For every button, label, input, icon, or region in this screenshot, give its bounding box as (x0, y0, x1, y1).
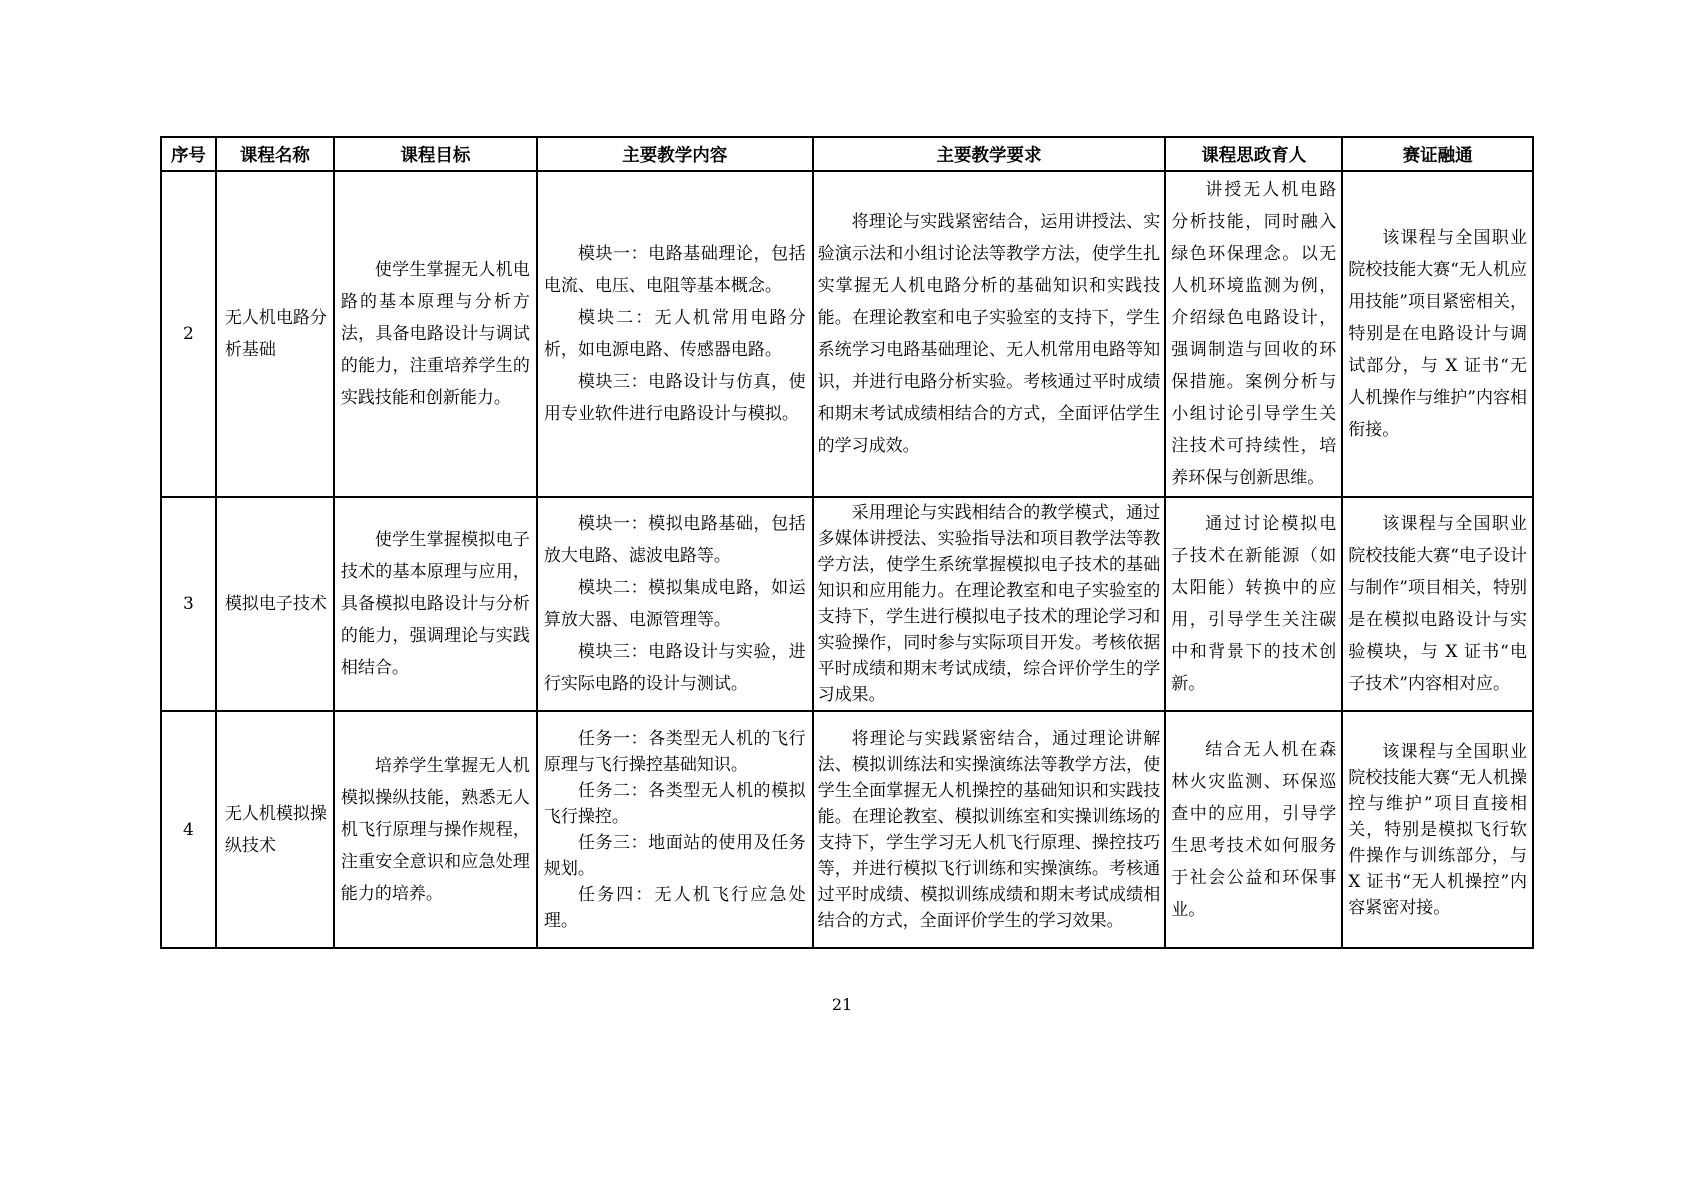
header-objective: 课程目标 (334, 137, 537, 171)
cell-requirements (813, 711, 1166, 948)
cell-course-name: 无人机模拟操纵技术 (216, 711, 334, 948)
ideology-paragraph: 结合无人机在森林火灾监测、环保巡查中的应用，引导学生思考技术如何服务于社会公益和环保事业。 (1171, 739, 1337, 920)
cell-certification (1342, 171, 1533, 497)
header-content: 主要教学内容 (537, 137, 813, 171)
requirements-paragraph: 将理论与实践紧密结合，运用讲授法、实验演示法和小组讨论法等教学方法，使学生扎实掌握无人机电路分析的基础知识和实践技能。在理论教室和电子实验室的支持下，学生系统学习电路基础理论、无人机常用电路等知识，并进行电路分析实验。考核通过平时成绩和期末考试成绩相结合的方式，全面评估学生的学习成效。 (817, 212, 1161, 456)
content-paragraph: 模块二：无人机常用电路分析，如电源电路、传感器电路。 (543, 308, 806, 360)
cell-content (537, 171, 813, 497)
requirements-paragraph: 将理论与实践紧密结合，通过理论讲解法、模拟训练法和实操演练法等教学方法，使学生全面掌握无人机操控的基础知识和实践技能。在理论教室、模拟训练室和实操训练场的支持下，学生学习无人机飞行原理、操控技巧等，并进行模拟飞行训练和实操演练。考核通过平时成绩、模拟训练成绩和期末考试成绩相结合的方式，全面评价学生的学习效果。 (817, 728, 1161, 931)
ideology-paragraph: 讲授无人机电路分析技能，同时融入绿色环保理念。以无人机环境监测为例，介绍绿色电路设计，强调制造与回收的环保措施。案例分析与小组讨论引导学生关注技术可持续性，培养环保与创新思维。 (1171, 180, 1337, 488)
course-row-4 (161, 711, 1533, 948)
objective-paragraph: 培养学生掌握无人机模拟操纵技能，熟悉无人机飞行原理与操作规程，注重安全意识和应急处理能力的培养。 (340, 755, 530, 904)
header-ideology: 课程思政育人 (1165, 137, 1342, 171)
header-course-name: 课程名称 (216, 137, 334, 171)
cell-certification (1342, 711, 1533, 948)
course-row-3 (161, 497, 1533, 711)
header-no: 序号 (161, 137, 216, 171)
content-paragraph: 任务四：无人机飞行应急处理。 (543, 884, 806, 931)
cell-objective (334, 711, 537, 948)
header-certification: 赛证融通 (1342, 137, 1533, 171)
content-paragraph: 模块二：模拟集成电路，如运算放大器、电源管理等。 (543, 578, 806, 630)
content-paragraph: 任务二：各类型无人机的模拟飞行操控。 (543, 780, 806, 827)
cell-no: 3 (161, 497, 216, 711)
cell-ideology (1165, 711, 1342, 948)
cell-objective (334, 497, 537, 711)
certification-paragraph: 该课程与全国职业院校技能大赛“无人机应用技能”项目紧密相关，特别是在电路设计与调试部分，与 X 证书“无人机操作与维护”内容相衔接。 (1348, 228, 1527, 440)
page-number: 21 (831, 995, 853, 1014)
cell-requirements (813, 497, 1166, 711)
content-paragraph: 模块三：电路设计与仿真，使用专业软件进行电路设计与模拟。 (543, 372, 806, 424)
content-paragraph: 模块一：模拟电路基础，包括放大电路、滤波电路等。 (543, 514, 806, 566)
cell-ideology (1165, 171, 1342, 497)
cell-course-name: 无人机电路分析基础 (216, 171, 334, 497)
cell-requirements (813, 171, 1166, 497)
content-paragraph: 模块三：电路设计与实验，进行实际电路的设计与测试。 (543, 642, 806, 694)
cell-content (537, 497, 813, 711)
content-paragraph: 任务一：各类型无人机的飞行原理与飞行操控基础知识。 (543, 728, 806, 775)
objective-paragraph: 使学生掌握模拟电子技术的基本原理与应用，具备模拟电路设计与分析的能力，强调理论与实践相结合。 (340, 530, 530, 678)
cell-course-name: 模拟电子技术 (216, 497, 334, 711)
cell-content (537, 711, 813, 948)
course-row-2 (161, 171, 1533, 497)
objective-paragraph: 使学生掌握无人机电路的基本原理与分析方法，具备电路设计与调试的能力，注重培养学生的实践技能和创新能力。 (340, 260, 530, 408)
cell-objective (334, 171, 537, 497)
course-table (160, 136, 1534, 949)
certification-paragraph: 该课程与全国职业院校技能大赛“电子设计与制作”项目相关，特别是在模拟电路设计与实验模块，与 X 证书“电子技术”内容相对应。 (1348, 514, 1527, 694)
content-paragraph: 任务三：地面站的使用及任务规划。 (543, 832, 806, 879)
header-requirements: 主要教学要求 (813, 137, 1166, 171)
cell-no: 2 (161, 171, 216, 497)
cell-no: 4 (161, 711, 216, 948)
header-row (161, 137, 1533, 171)
requirements-paragraph: 采用理论与实践相结合的教学模式，通过多媒体讲授法、实验指导法和项目教学法等教学方法，使学生系统掌握模拟电子技术的基础知识和应用能力。在理论教室和电子实验室的支持下，学生进行模拟电子技术的理论学习和实验操作，同时参与实际项目开发。考核依据平时成绩和期末考试成绩，综合评价学生的学习成果。 (817, 503, 1161, 705)
certification-paragraph: 该课程与全国职业院校技能大赛“无人机操控与维护”项目直接相关，特别是模拟飞行软件操作与训练部分，与 X 证书“无人机操控”内容紧密对接。 (1348, 741, 1527, 918)
cell-ideology (1165, 497, 1342, 711)
cell-certification (1342, 497, 1533, 711)
content-paragraph: 模块一：电路基础理论，包括电流、电压、电阻等基本概念。 (543, 244, 806, 296)
ideology-paragraph: 通过讨论模拟电子技术在新能源（如太阳能）转换中的应用，引导学生关注碳中和背景下的技术创新。 (1171, 514, 1337, 694)
